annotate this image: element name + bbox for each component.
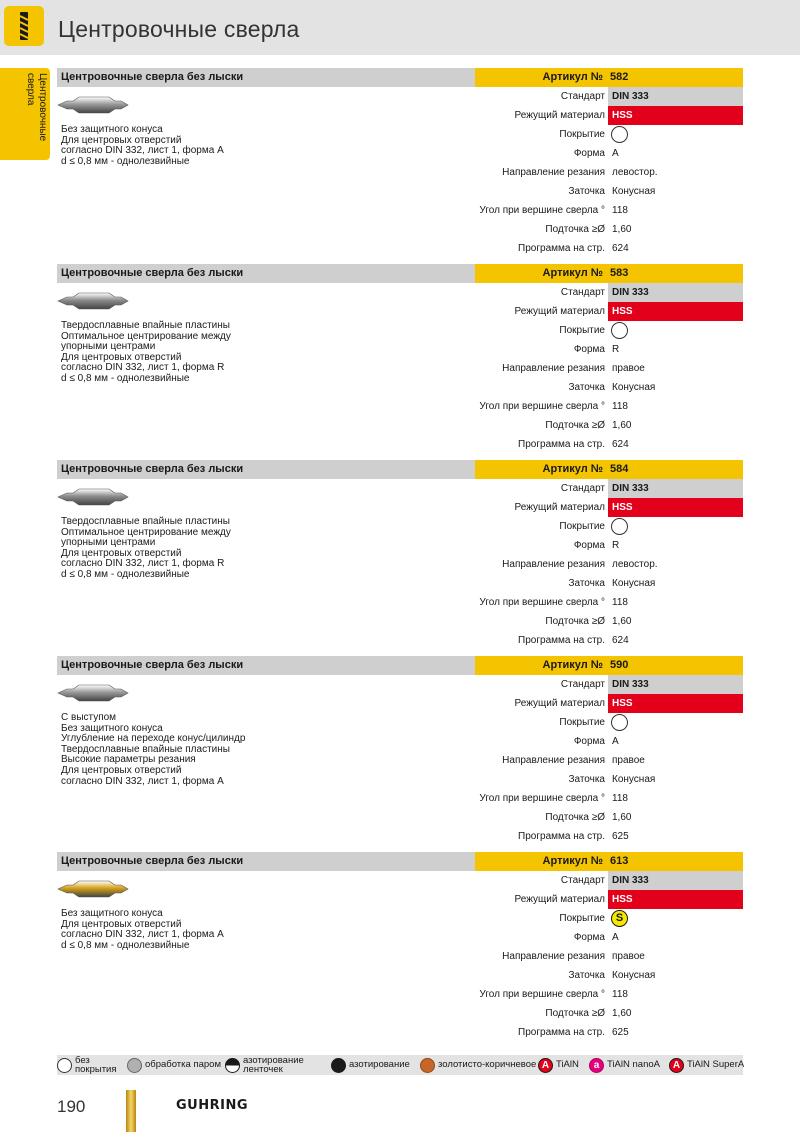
spec-row-program: [475, 827, 743, 846]
gold-decor-bar: [126, 1090, 136, 1132]
spec-row-angle: [475, 985, 743, 1004]
spec-row-program: [475, 239, 743, 258]
program-label: Программа на стр.: [518, 831, 605, 842]
coating-color-icon: [57, 1058, 72, 1073]
form-label: Форма: [573, 344, 605, 355]
standard-value: DIN 333: [612, 91, 649, 102]
legend-item: [57, 1055, 117, 1075]
coating-none-icon: [611, 126, 628, 143]
coating-legend: [57, 1055, 743, 1075]
angle-label: Угол при вершине сверла °: [479, 401, 605, 412]
coating-color-icon: [331, 1058, 346, 1073]
description-line: Без защитного конуса: [61, 124, 163, 135]
standard-label: Стандарт: [560, 91, 605, 102]
description-line: С выступом: [61, 712, 117, 723]
description-line: согласно DIN 332, лист 1, форма R: [61, 362, 225, 374]
spec-row-feed: [475, 808, 743, 827]
description-line: Твердосплавные впайные пластины: [61, 516, 230, 527]
spec-row-direction: [475, 163, 743, 182]
coating-s-icon: S: [611, 910, 628, 927]
angle-label: Угол при вершине сверла °: [479, 597, 605, 608]
grind-label: Заточка: [568, 382, 605, 393]
spec-row-coating: [475, 517, 743, 536]
description-line: d ≤ 0,8 мм - однолезвийные: [61, 155, 190, 167]
legend-item: [538, 1055, 579, 1075]
description-line: Высокие параметры резания: [61, 754, 196, 766]
spec-row-grind: [475, 574, 743, 593]
program-label: Программа на стр.: [518, 635, 605, 646]
program-value: 624: [612, 635, 629, 646]
description-line: согласно DIN 332, лист 1, форма A: [61, 929, 224, 941]
form-label: Форма: [573, 736, 605, 747]
angle-label: Угол при вершине сверла °: [479, 989, 605, 1000]
coating-none-icon: [611, 322, 628, 339]
form-value: R: [612, 344, 620, 355]
legend-label: TiAlN: [556, 1059, 579, 1071]
angle-value: 118: [612, 205, 628, 216]
standard-label: Стандарт: [560, 679, 605, 690]
spec-row-coating: [475, 321, 743, 340]
coating-label: Покрытие: [559, 717, 605, 728]
legend-label: азотирование: [349, 1059, 410, 1071]
direction-label: Направление резания: [502, 951, 605, 962]
section-title: Центровочные сверла без лыски: [61, 463, 244, 475]
angle-value: 118: [612, 401, 628, 412]
legend-item: [669, 1055, 744, 1075]
program-value: 625: [612, 1027, 629, 1038]
description-line: Твердосплавные впайные пластины: [61, 743, 230, 755]
coating-label: Покрытие: [559, 521, 605, 532]
grind-label: Заточка: [568, 970, 605, 981]
legend-label: TiAlN nanoA: [607, 1059, 660, 1071]
spec-row-grind: [475, 770, 743, 789]
coating-color-icon: a: [589, 1058, 604, 1073]
article-bar: [475, 656, 743, 675]
feed-label: Подточка ≥Ø: [545, 812, 605, 823]
spec-row-standard: [475, 479, 743, 498]
spec-row-material: [475, 694, 743, 713]
form-value: R: [612, 540, 620, 551]
standard-cell: [608, 479, 743, 498]
standard-value: DIN 333: [612, 875, 649, 886]
spec-row-angle: [475, 593, 743, 612]
page-title: Центровочные сверла: [58, 16, 300, 42]
standard-cell: [608, 871, 743, 890]
article-label: Артикул №: [542, 855, 603, 867]
description-line: упорными центрами: [61, 341, 156, 353]
section-title: Центровочные сверла без лыски: [61, 71, 244, 83]
spec-row-material: [475, 890, 743, 909]
form-label: Форма: [573, 540, 605, 551]
article-label: Артикул №: [542, 267, 603, 279]
page-header: [0, 0, 800, 55]
grind-label: Заточка: [568, 774, 605, 785]
standard-cell: [608, 283, 743, 302]
program-label: Программа на стр.: [518, 1027, 605, 1038]
description-line: Без защитного конуса: [61, 722, 163, 734]
article-number: 613: [610, 855, 629, 867]
standard-value: DIN 333: [612, 287, 649, 298]
angle-label: Угол при вершине сверла °: [479, 205, 605, 216]
spec-row-material: [475, 106, 743, 125]
material-value: HSS: [612, 502, 633, 513]
section-description: [61, 125, 224, 167]
form-value: A: [612, 148, 619, 159]
description-line: согласно DIN 332, лист 1, форма A: [61, 145, 224, 157]
spec-row-coating: [475, 713, 743, 732]
direction-label: Направление резания: [502, 755, 605, 766]
spec-row-program: [475, 435, 743, 454]
description-line: согласно DIN 332, лист 1, форма R: [61, 558, 225, 570]
spec-row-standard: [475, 871, 743, 890]
drill-image: [57, 288, 129, 314]
article-number: 582: [610, 71, 629, 83]
description-line: Оптимальное центрирование между: [61, 526, 231, 538]
material-label: Режущий материал: [514, 894, 605, 905]
program-label: Программа на стр.: [518, 243, 605, 254]
grind-label: Заточка: [568, 186, 605, 197]
section-description: [61, 713, 245, 787]
legend-item: [127, 1055, 221, 1075]
brand-logo: GUHRING: [176, 1098, 249, 1113]
legend-item: [420, 1055, 536, 1075]
spec-row-angle: [475, 789, 743, 808]
spec-row-direction: [475, 555, 743, 574]
article-label: Артикул №: [542, 71, 603, 83]
legend-label: азотирование ленточек: [243, 1054, 304, 1075]
legend-item: [225, 1055, 304, 1075]
product-section: [57, 852, 743, 1048]
drill-image: [57, 876, 129, 902]
grind-label: Заточка: [568, 578, 605, 589]
feed-value: 1,60: [612, 420, 632, 431]
standard-label: Стандарт: [560, 875, 605, 886]
spec-row-form: [475, 732, 743, 751]
product-section: [57, 68, 743, 264]
direction-label: Направление резания: [502, 363, 605, 374]
description-line: Без защитного конуса: [61, 908, 163, 919]
form-label: Форма: [573, 932, 605, 943]
spec-row-direction: [475, 359, 743, 378]
form-value: A: [612, 736, 619, 747]
program-label: Программа на стр.: [518, 439, 605, 450]
section-title: Центровочные сверла без лыски: [61, 855, 244, 867]
direction-label: Направление резания: [502, 559, 605, 570]
article-bar: [475, 68, 743, 87]
spec-row-direction: [475, 751, 743, 770]
spec-row-grind: [475, 966, 743, 985]
spec-row-form: [475, 536, 743, 555]
legend-label: без покрытия: [75, 1054, 117, 1075]
spec-row-standard: [475, 283, 743, 302]
spec-row-form: [475, 340, 743, 359]
description-line: d ≤ 0,8 мм - однолезвийные: [61, 568, 190, 580]
form-value: A: [612, 932, 619, 943]
coating-color-icon: [127, 1058, 142, 1073]
material-value: HSS: [612, 306, 633, 317]
material-label: Режущий материал: [514, 502, 605, 513]
standard-value: DIN 333: [612, 483, 649, 494]
legend-label: золотисто-коричневое: [438, 1059, 537, 1071]
legend-label: обработка паром: [145, 1059, 221, 1071]
page-number: 190: [57, 1097, 86, 1116]
material-cell: [608, 694, 743, 713]
spec-row-standard: [475, 675, 743, 694]
side-tab[interactable]: [0, 68, 50, 160]
description-line: Для центровых отверстий: [61, 351, 182, 363]
material-label: Режущий материал: [514, 110, 605, 121]
description-line: согласно DIN 332, лист 1, форма A: [61, 775, 224, 787]
coating-none-icon: [611, 714, 628, 731]
article-label: Артикул №: [542, 659, 603, 671]
direction-value: левостор.: [612, 559, 658, 570]
feed-label: Подточка ≥Ø: [545, 224, 605, 235]
description-line: Углубление на переходе конус/цилиндр: [61, 733, 246, 745]
half-nitrided-icon: [225, 1058, 240, 1073]
drill-image: [57, 680, 129, 706]
angle-label: Угол при вершине сверла °: [479, 793, 605, 804]
spec-row-program: [475, 631, 743, 650]
spec-row-form: [475, 144, 743, 163]
section-title: Центровочные сверла без лыски: [61, 267, 244, 279]
coating-none-icon: [611, 518, 628, 535]
grind-value: Конусная: [612, 382, 656, 393]
direction-value: левостор.: [612, 167, 658, 178]
spec-row-angle: [475, 397, 743, 416]
program-value: 624: [612, 243, 629, 254]
description-line: d ≤ 0,8 мм - однолезвийные: [61, 372, 190, 384]
direction-value: правое: [612, 951, 645, 962]
form-label: Форма: [573, 148, 605, 159]
spec-row-angle: [475, 201, 743, 220]
spec-row-program: [475, 1023, 743, 1042]
article-number: 590: [610, 659, 629, 671]
standard-value: DIN 333: [612, 679, 649, 690]
feed-value: 1,60: [612, 224, 632, 235]
product-section: [57, 460, 743, 656]
description-line: Для центровых отверстий: [61, 764, 182, 776]
product-section: [57, 264, 743, 460]
description-line: Для центровых отверстий: [61, 918, 182, 930]
coating-label: Покрытие: [559, 325, 605, 336]
article-bar: [475, 460, 743, 479]
standard-label: Стандарт: [560, 483, 605, 494]
description-line: упорными центрами: [61, 537, 156, 549]
spec-row-grind: [475, 182, 743, 201]
material-value: HSS: [612, 110, 633, 121]
description-line: Для центровых отверстий: [61, 134, 182, 146]
product-section: [57, 656, 743, 852]
article-label: Артикул №: [542, 463, 603, 475]
article-bar: [475, 852, 743, 871]
standard-cell: [608, 87, 743, 106]
spec-row-form: [475, 928, 743, 947]
spec-row-feed: [475, 1004, 743, 1023]
spec-row-feed: [475, 220, 743, 239]
section-description: [61, 517, 231, 581]
article-bar: [475, 264, 743, 283]
legend-item: [589, 1055, 660, 1075]
angle-value: 118: [612, 793, 628, 804]
direction-value: правое: [612, 755, 645, 766]
article-number: 583: [610, 267, 629, 279]
spec-row-feed: [475, 612, 743, 631]
angle-value: 118: [612, 989, 628, 1000]
spec-row-standard: [475, 87, 743, 106]
drill-category-icon: [4, 6, 44, 46]
grind-value: Конусная: [612, 186, 656, 197]
grind-value: Конусная: [612, 774, 656, 785]
feed-label: Подточка ≥Ø: [545, 1008, 605, 1019]
direction-value: правое: [612, 363, 645, 374]
drill-image: [57, 92, 129, 118]
spec-row-coating: [475, 125, 743, 144]
spec-row-grind: [475, 378, 743, 397]
description-line: d ≤ 0,8 мм - однолезвийные: [61, 939, 190, 951]
coating-label: Покрытие: [559, 129, 605, 140]
coating-color-icon: [420, 1058, 435, 1073]
spec-row-coating: [475, 909, 743, 928]
description-line: Оптимальное центрирование между: [61, 330, 231, 342]
drill-image: [57, 484, 129, 510]
section-description: [61, 321, 231, 385]
spec-row-direction: [475, 947, 743, 966]
feed-value: 1,60: [612, 1008, 632, 1019]
legend-item: [331, 1055, 410, 1075]
feed-label: Подточка ≥Ø: [545, 616, 605, 627]
coating-label: Покрытие: [559, 913, 605, 924]
feed-value: 1,60: [612, 812, 632, 823]
material-value: HSS: [612, 698, 633, 709]
coating-color-icon: A: [538, 1058, 553, 1073]
section-title: Центровочные сверла без лыски: [61, 659, 244, 671]
direction-label: Направление резания: [502, 167, 605, 178]
legend-label: TiAlN SuperA: [687, 1059, 745, 1071]
standard-label: Стандарт: [560, 287, 605, 298]
description-line: Твердосплавные впайные пластины: [61, 320, 230, 331]
grind-value: Конусная: [612, 578, 656, 589]
material-cell: [608, 890, 743, 909]
material-cell: [608, 498, 743, 517]
angle-value: 118: [612, 597, 628, 608]
feed-value: 1,60: [612, 616, 632, 627]
section-description: [61, 909, 224, 951]
material-label: Режущий материал: [514, 306, 605, 317]
material-value: HSS: [612, 894, 633, 905]
program-value: 624: [612, 439, 629, 450]
material-cell: [608, 106, 743, 125]
spec-row-material: [475, 302, 743, 321]
coating-color-icon: A: [669, 1058, 684, 1073]
description-line: Для центровых отверстий: [61, 547, 182, 559]
material-cell: [608, 302, 743, 321]
side-tab-label: Центровочные сверла: [25, 73, 48, 142]
grind-value: Конусная: [612, 970, 656, 981]
article-number: 584: [610, 463, 629, 475]
material-label: Режущий материал: [514, 698, 605, 709]
standard-cell: [608, 675, 743, 694]
program-value: 625: [612, 831, 629, 842]
spec-row-feed: [475, 416, 743, 435]
spec-row-material: [475, 498, 743, 517]
feed-label: Подточка ≥Ø: [545, 420, 605, 431]
